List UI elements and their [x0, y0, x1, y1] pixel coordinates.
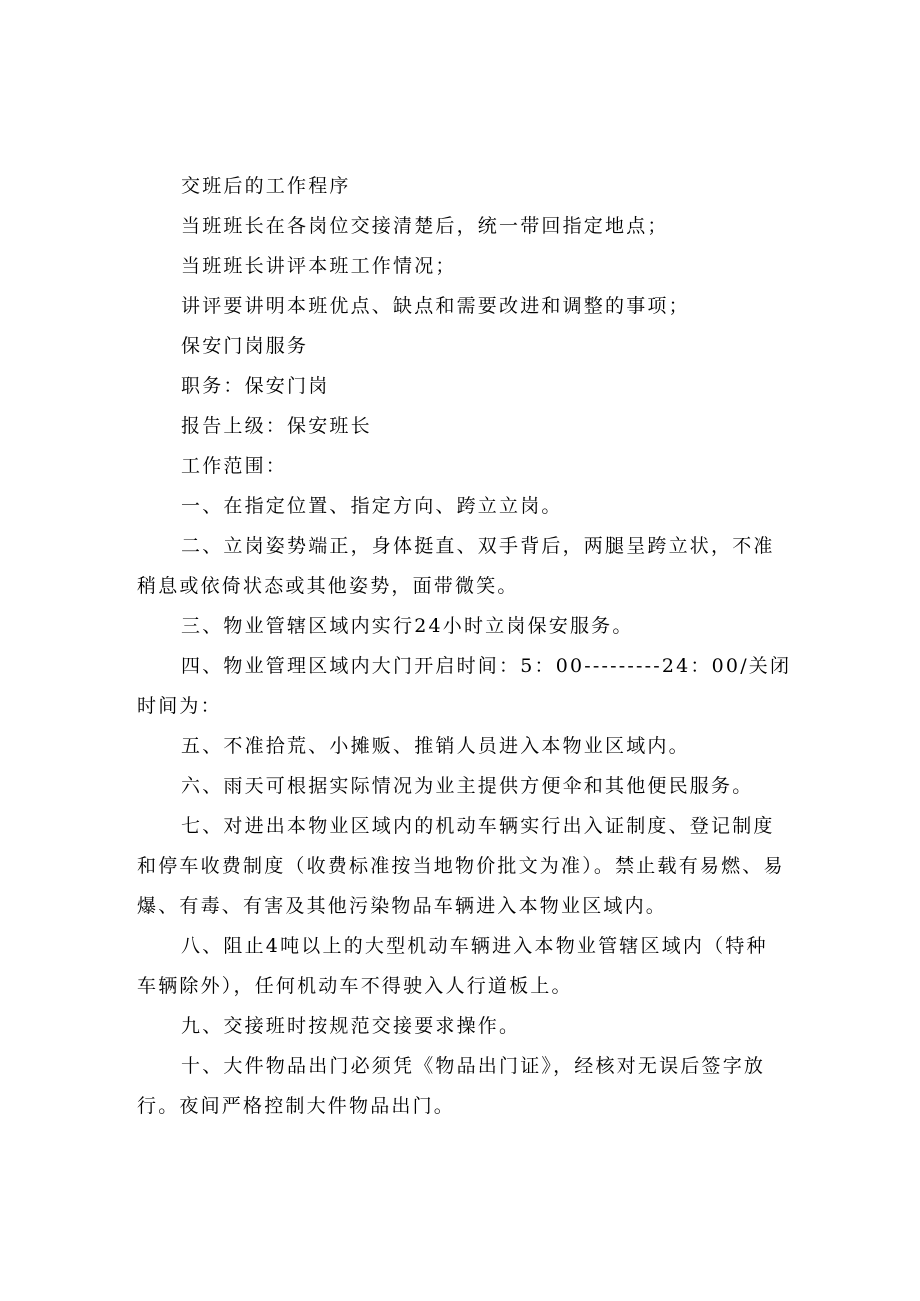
list-item: 八、阻止4吨以上的大型机动车辆进入本物业管辖区域内（特种 车辆除外），任何机动车不得驶入人行道板上。	[137, 935, 768, 997]
paragraph: 讲评要讲明本班优点、缺点和需要改进和调整的事项；	[181, 295, 690, 317]
paragraph: 当班班长在各岗位交接清楚后，统一带回指定地点；	[181, 215, 669, 237]
document-body	[137, 166, 792, 1126]
list-item: 九、交接班时按规范交接要求操作。	[181, 1015, 521, 1037]
list-item: 七、对进出本物业区域内的机动车辆实行出入证制度、登记制度和停车收费制度（收费标准按当地物价批文为准）。禁止载有易燃、易爆、有毒、有害及其他污染物品车辆进入本物业区域内。	[137, 815, 785, 917]
list-item: 二、立岗姿势端正，身体挺直、双手背后，两腿呈跨立状，不准稍息或依倚状态或其他姿势，面带微笑。	[137, 535, 775, 597]
list-item: 十、大件物品出门必须凭《物品出门证》，经核对无误后签字放行。夜间严格控制大件物品出门。	[137, 1055, 766, 1117]
section-heading-gate-service: 保安门岗服务	[181, 335, 309, 357]
paragraph-reports-to: 报告上级：保安班长	[181, 415, 372, 437]
paragraph-position: 职务：保安门岗	[181, 375, 330, 397]
list-item: 五、不准拾荒、小摊贩、推销人员进入本物业区域内。	[181, 735, 690, 757]
list-item: 六、雨天可根据实际情况为业主提供方便伞和其他便民服务。	[181, 775, 754, 797]
list-item: 四、物业管理区域内大门开启时间：5：00---------24：00/关闭时间为：	[137, 655, 792, 717]
paragraph-scope-heading: 工作范围：	[181, 455, 288, 477]
section-heading-handover: 交班后的工作程序	[181, 175, 351, 197]
list-item: 三、物业管辖区域内实行24小时立岗保安服务。	[181, 615, 634, 637]
list-item: 一、在指定位置、指定方向、跨立立岗。	[181, 495, 563, 517]
paragraph: 当班班长讲评本班工作情况；	[181, 255, 457, 277]
